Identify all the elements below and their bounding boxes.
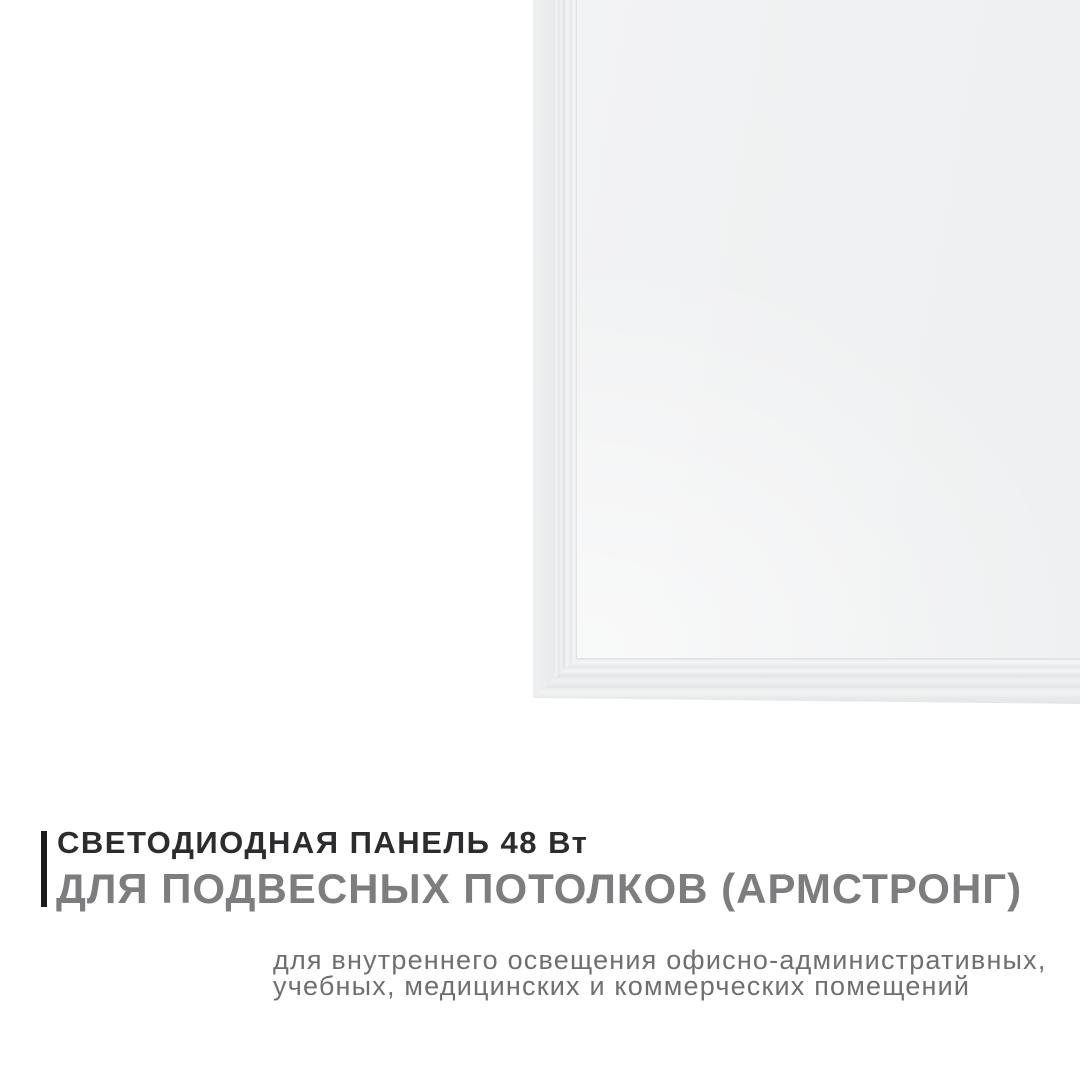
led-panel-photo xyxy=(533,0,1080,704)
description-line-1: для внутреннего освещения офисно-административных, xyxy=(273,945,1047,975)
product-title: СВЕТОДИОДНАЯ ПАНЕЛЬ 48 Вт xyxy=(57,825,589,860)
description-line-2: учебных, медицинских и коммерческих помещений xyxy=(273,971,971,1001)
panel-light-surface xyxy=(577,0,1080,658)
panel-frame-left-edge xyxy=(533,0,577,704)
title-accent-bar xyxy=(41,831,47,907)
product-description xyxy=(273,947,1047,999)
panel-frame-bottom-edge xyxy=(533,658,1080,704)
product-title-secondary: ДЛЯ ПОДВЕСНЫХ ПОТОЛКОВ (АРМСТРОНГ) xyxy=(56,865,1023,912)
